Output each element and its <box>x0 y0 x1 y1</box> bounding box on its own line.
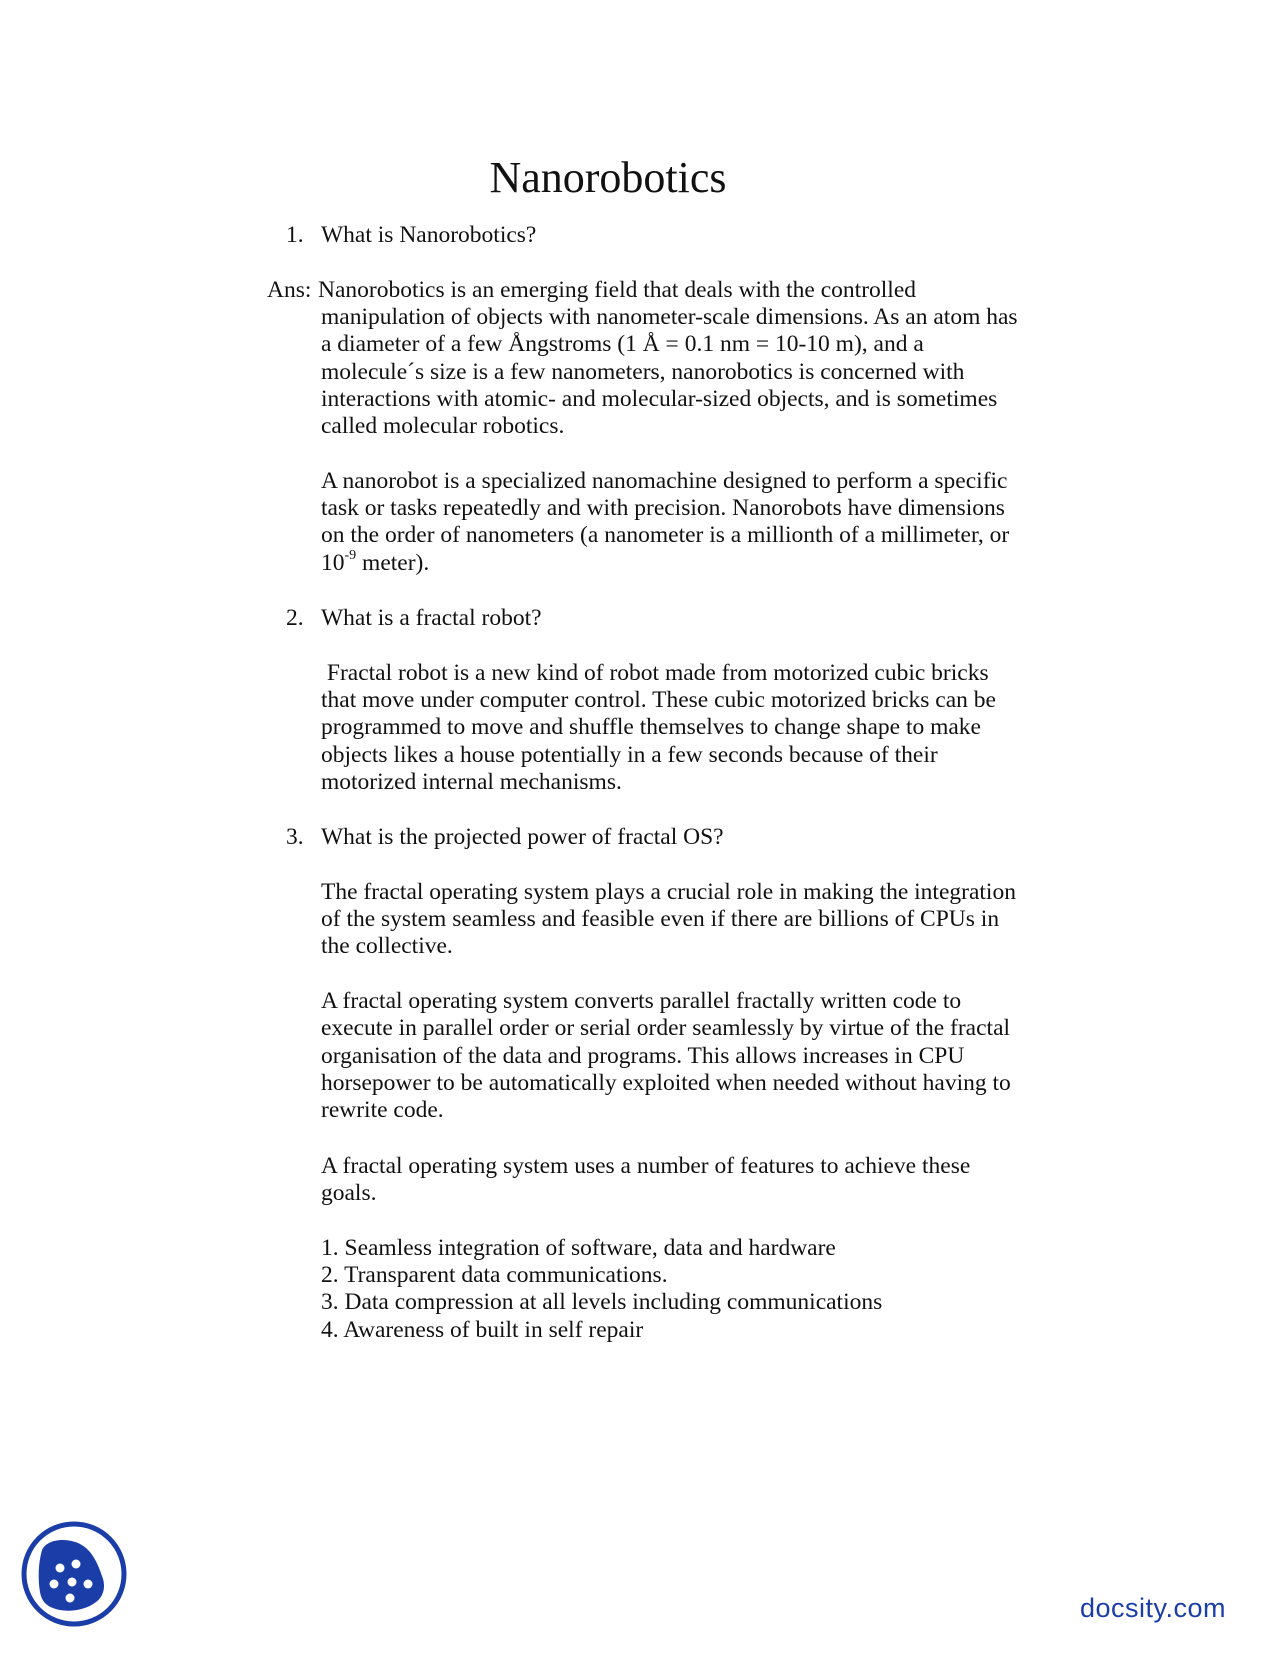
answer-line: called molecular robotics. <box>321 413 565 439</box>
paragraph-line: organisation of the data and programs. This allows increases in CPU <box>321 1043 965 1069</box>
answer-prefix: Ans: <box>267 277 312 303</box>
answer-line: a diameter of a few Ångstroms (1 Å = 0.1 nm = 10-10 m), and a <box>321 331 924 357</box>
paragraph-line: A fractal operating system converts parallel fractally written code to <box>321 988 962 1014</box>
answer-line: that move under computer control. These cubic motorized bricks can be <box>321 687 996 713</box>
exponent: -9 <box>344 548 357 564</box>
question-number: 3. <box>286 824 304 850</box>
paragraph-line: on the order of nanometers (a nanometer is a millionth of a millimeter, or <box>321 522 1010 548</box>
paragraph-line: rewrite code. <box>321 1097 444 1123</box>
answer-line: Fractal robot is a new kind of robot made from motorized cubic bricks <box>321 660 989 686</box>
question-text: What is a fractal robot? <box>321 605 542 631</box>
answer-line: programmed to move and shuffle themselves to change shape to make <box>321 714 981 740</box>
question-number: 1. <box>286 222 304 248</box>
answer-line: motorized internal mechanisms. <box>321 769 622 795</box>
feature-item: 2. Transparent data communications. <box>321 1262 668 1288</box>
exponent-base: 10 <box>321 550 345 576</box>
feature-item: 3. Data compression at all levels including communications <box>321 1289 883 1315</box>
paragraph-line <box>321 549 429 578</box>
paragraph-line: execute in parallel order or serial order seamlessly by virtue of the fractal <box>321 1015 1011 1041</box>
paragraph-line: The fractal operating system plays a crucial role in making the integration <box>321 879 1016 905</box>
document-title: Nanorobotics <box>489 153 727 202</box>
feature-item: 4. Awareness of built in self repair <box>321 1317 644 1343</box>
paragraph-line: A nanorobot is a specialized nanomachine designed to perform a specific <box>321 468 1008 494</box>
paragraph-line: task or tasks repeatedly and with precision. Nanorobots have dimensions <box>321 495 1005 521</box>
brand-link[interactable]: docsity.com <box>1079 1593 1226 1623</box>
question-text: What is the projected power of fractal OS? <box>321 824 724 850</box>
question-number: 2. <box>286 605 304 631</box>
question-text: What is Nanorobotics? <box>321 222 537 248</box>
answer-line: manipulation of objects with nanometer-scale dimensions. As an atom has <box>321 304 1018 330</box>
paragraph-line: goals. <box>321 1180 377 1206</box>
paragraph-line: of the system seamless and feasible even if there are billions of CPUs in <box>321 906 1000 932</box>
feature-item: 1. Seamless integration of software, data and hardware <box>321 1235 836 1261</box>
answer-line: molecule´s size is a few nanometers, nanorobotics is concerned with <box>321 359 965 385</box>
answer-line: interactions with atomic- and molecular-sized objects, and is sometimes <box>321 386 998 412</box>
paragraph-line-rest: meter). <box>356 550 430 576</box>
docsity-logo-icon <box>20 1520 128 1628</box>
paragraph-line: the collective. <box>321 933 453 959</box>
paragraph-line: horsepower to be automatically exploited when needed without having to <box>321 1070 1011 1096</box>
paragraph-line: A fractal operating system uses a number of features to achieve these <box>321 1153 971 1179</box>
answer-line: objects likes a house potentially in a few seconds because of their <box>321 742 938 768</box>
answer-line: Nanorobotics is an emerging field that deals with the controlled <box>318 277 917 303</box>
